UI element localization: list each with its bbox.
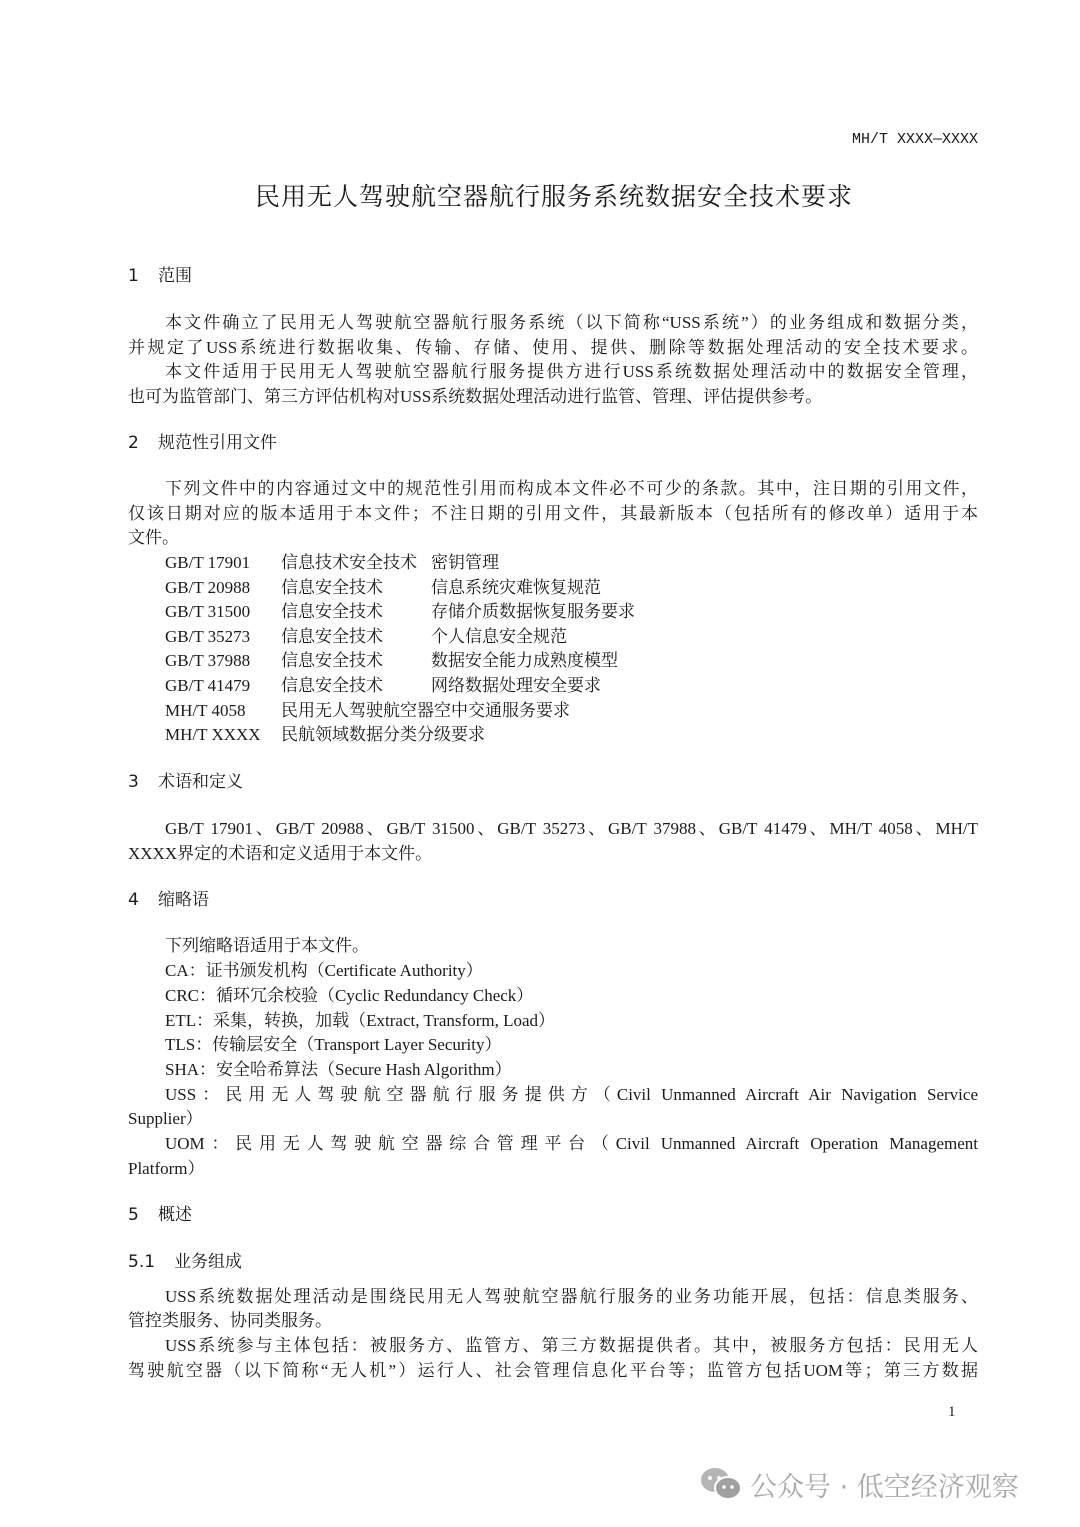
reference-item	[165, 601, 978, 623]
section-number: 5	[128, 1205, 139, 1225]
paragraph-line: GB/T 17901、GB/T 20988、GB/T 31500、GB/T 35273、GB/T 37988、GB/T 41479、MH/T 4058、MH/T	[165, 819, 978, 838]
section-number: 5.1	[128, 1252, 156, 1272]
reference-code: MH/T XXXX	[165, 725, 261, 744]
section-title: 缩略语	[158, 890, 209, 910]
reference-subtitle: 数据安全能力成熟度模型	[431, 651, 618, 670]
paragraph-line: 驾驶航空器（以下简称“无人机”）运行人、社会管理信息化平台等；监管方包括UOM等；第三方数据	[128, 1361, 978, 1380]
section-title: 概述	[158, 1205, 192, 1225]
paragraph-line: XXXX界定的术语和定义适用于本文件。	[128, 844, 433, 863]
watermark-text: 公众号 · 低空经济观察	[750, 1471, 1019, 1503]
reference-code: GB/T 37988	[165, 651, 251, 670]
section-number: 4	[128, 890, 139, 910]
abbreviation-item: ETL：采集，转换，加载（Extract, Transform, Load）	[165, 1011, 556, 1030]
paragraph-line: 下列缩略语适用于本文件。	[165, 936, 369, 955]
page-number: 1	[948, 1404, 956, 1420]
wechat-icon	[700, 1467, 742, 1501]
reference-title: 信息安全技术	[281, 651, 383, 670]
section-title: 术语和定义	[158, 772, 243, 792]
reference-title: 信息技术安全技术	[281, 553, 417, 572]
reference-item	[165, 724, 978, 746]
abbreviation-item: UOM：民用无人驾驶航空器综合管理平台（Civil Unmanned Aircraft Operation Management	[165, 1134, 978, 1153]
section-title: 规范性引用文件	[158, 433, 277, 453]
abbreviation-item: CA：证书颁发机构（Certificate Authority）	[165, 961, 483, 980]
watermark	[700, 1466, 1019, 1502]
reference-subtitle: 个人信息安全规范	[431, 627, 567, 646]
reference-item	[165, 675, 978, 697]
section-1-heading	[128, 265, 978, 287]
section-5-1-heading	[128, 1251, 978, 1273]
section-number: 1	[128, 266, 139, 286]
reference-subtitle: 网络数据处理安全要求	[431, 676, 601, 695]
reference-item	[165, 650, 978, 672]
reference-item	[165, 577, 978, 599]
section-4-heading	[128, 889, 978, 911]
section-number: 2	[128, 433, 139, 453]
paragraph-line: USS系统数据处理活动是围绕民用无人驾驶航空器航行服务的业务功能开展，包括：信息类服务、	[165, 1287, 978, 1306]
reference-code: MH/T 4058	[165, 701, 246, 720]
paragraph-line: 也可为监管部门、第三方评估机构对USS系统数据处理活动进行监管、管理、评估提供参考。	[128, 387, 823, 406]
document-code: MH/T XXXX—XXXX	[851, 131, 978, 148]
section-title: 范围	[158, 266, 192, 286]
abbreviation-item-continued: Supplier）	[128, 1109, 203, 1128]
abbreviation-item: USS：民用无人驾驶航空器航行服务提供方（Civil Unmanned Aircraft Air Navigation Service	[165, 1085, 978, 1104]
abbreviation-item: CRC：循环冗余校验（Cyclic Redundancy Check）	[165, 986, 534, 1005]
reference-code: GB/T 31500	[165, 602, 251, 621]
paragraph-line: 下列文件中的内容通过文中的规范性引用而构成本文件必不可少的条款。其中，注日期的引用文件，	[165, 479, 978, 498]
reference-title: 信息安全技术	[281, 602, 383, 621]
section-3-heading	[128, 771, 978, 793]
reference-title: 民航领域数据分类分级要求	[281, 725, 485, 744]
reference-item	[165, 626, 978, 648]
paragraph-line: USS系统参与主体包括：被服务方、监管方、第三方数据提供者。其中，被服务方包括：民用无人	[165, 1336, 978, 1355]
section-number: 3	[128, 772, 139, 792]
reference-subtitle: 信息系统灾难恢复规范	[431, 578, 601, 597]
section-5-heading	[128, 1204, 978, 1226]
reference-title: 民用无人驾驶航空器空中交通服务要求	[281, 701, 570, 720]
reference-title: 信息安全技术	[281, 627, 383, 646]
paragraph-line: 并规定了USS系统进行数据收集、传输、存储、使用、提供、删除等数据处理活动的安全技术要求。	[128, 338, 978, 357]
abbreviation-item-continued: Platform）	[128, 1159, 205, 1178]
reference-subtitle: 存储介质数据恢复服务要求	[431, 602, 635, 621]
reference-title: 信息安全技术	[281, 578, 383, 597]
reference-code: GB/T 20988	[165, 578, 251, 597]
section-title: 业务组成	[174, 1252, 242, 1272]
reference-code: GB/T 41479	[165, 676, 251, 695]
paragraph-line: 本文件确立了民用无人驾驶航空器航行服务系统（以下简称“USS系统”）的业务组成和数据分类，	[165, 313, 978, 332]
abbreviation-item: SHA：安全哈希算法（Secure Hash Algorithm）	[165, 1060, 512, 1079]
section-2-heading	[128, 432, 978, 454]
paragraph-line: 文件。	[128, 528, 179, 547]
reference-code: GB/T 35273	[165, 627, 251, 646]
reference-title: 信息安全技术	[281, 676, 383, 695]
reference-item	[165, 700, 978, 722]
abbreviation-item: TLS：传输层安全（Transport Layer Security）	[165, 1035, 502, 1054]
paragraph-line: 本文件适用于民用无人驾驶航空器航行服务提供方进行USS系统数据处理活动中的数据安全管理，	[165, 362, 978, 381]
paragraph-line: 仅该日期对应的版本适用于本文件；不注日期的引用文件，其最新版本（包括所有的修改单）适用于本	[128, 504, 978, 523]
reference-subtitle: 密钥管理	[431, 553, 499, 572]
paragraph-line: 管控类服务、协同类服务。	[128, 1311, 332, 1330]
reference-item	[165, 552, 978, 574]
document-title: 民用无人驾驶航空器航行服务系统数据安全技术要求	[254, 182, 853, 211]
reference-code: GB/T 17901	[165, 553, 251, 572]
